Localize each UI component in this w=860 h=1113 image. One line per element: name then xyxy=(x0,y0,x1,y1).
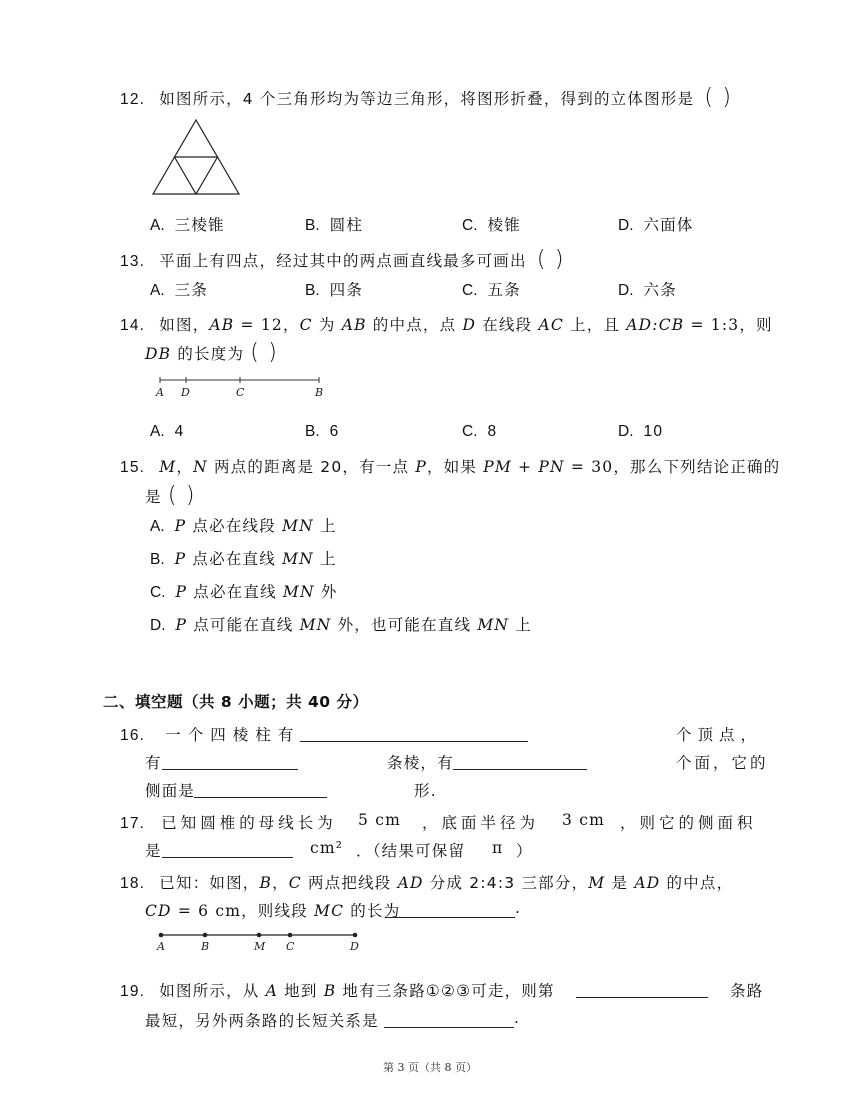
q15-option-c[interactable]: C. P 点必在直线 MN 外 xyxy=(150,583,338,601)
point-a xyxy=(159,933,164,938)
text: 是 xyxy=(605,874,635,892)
text: ，如果 xyxy=(427,458,484,476)
label-c: C xyxy=(236,386,245,399)
text: 为 xyxy=(312,316,342,334)
question-19-line-1 xyxy=(120,979,555,1001)
q16-text-shape: 形. xyxy=(414,782,437,800)
q17-pi: π xyxy=(492,839,504,857)
text: 的长度为 xyxy=(171,345,245,363)
q16-text-faces: 个面，它的 xyxy=(676,754,769,772)
point-b xyxy=(203,933,208,938)
q19-text-road: 条路 xyxy=(730,982,764,1000)
math: AB xyxy=(209,316,235,334)
math: AD xyxy=(634,874,661,892)
label-a: A xyxy=(157,940,165,953)
question-text: 平面上有四点，经过其中的两点画直线最多可画出 xyxy=(159,252,527,270)
math: C xyxy=(299,316,313,334)
text: 如图， xyxy=(159,316,210,334)
math: PM + PN xyxy=(483,458,565,476)
q13-option-c[interactable]: C. 五条 xyxy=(462,281,521,299)
q16-text-vertices: 个顶点， xyxy=(676,726,763,744)
page-footer: 第 3 页（共 8 页） xyxy=(383,1061,477,1074)
text: 地有三条路①②③可走，则第 xyxy=(336,982,555,1000)
q16-text-edges: 条棱，有 xyxy=(387,754,454,772)
math: AD xyxy=(397,874,424,892)
math: C xyxy=(288,874,302,892)
question-15-line-2 xyxy=(145,483,196,508)
text: 如图所示，从 xyxy=(159,982,266,1000)
q17-text-lateral-area: ，则它的侧面积 xyxy=(620,814,757,832)
math: = 12， xyxy=(234,316,300,334)
question-15-line-1 xyxy=(120,455,780,477)
math: DB xyxy=(145,345,172,363)
q12-option-c[interactable]: C. 棱锥 xyxy=(462,216,521,234)
q19-blank-shortest-road[interactable] xyxy=(576,979,708,998)
question-19-line-2 xyxy=(145,1009,379,1031)
text: 在线段 xyxy=(476,316,539,334)
question-16-line-1 xyxy=(120,723,300,745)
text: 一个四棱柱有 xyxy=(165,726,301,744)
q14-option-d[interactable]: D. 10 xyxy=(618,423,664,440)
q17-blank-lateral-area[interactable] xyxy=(162,839,293,858)
q19-end: . xyxy=(514,1009,521,1027)
question-14-line-1 xyxy=(120,313,773,335)
segment-figure-abmcd xyxy=(152,928,367,954)
math: A xyxy=(265,982,279,1000)
math: N xyxy=(193,458,208,476)
q12-option-a[interactable]: A. 三棱锥 xyxy=(150,216,225,234)
question-text: 如图所示，4 个三角形均为等边三角形，将图形折叠，得到的立体图形是 xyxy=(159,90,695,108)
q17-text-is: 是 xyxy=(145,842,162,860)
label-m: M xyxy=(254,940,266,953)
text: 分成 2:4:3 三部分， xyxy=(423,874,589,892)
text: 最短，另外两条路的长短关系是 xyxy=(145,1012,379,1030)
q13-option-a[interactable]: A. 三条 xyxy=(150,281,209,299)
math: AD:CB xyxy=(626,316,685,334)
label-b: B xyxy=(315,386,324,399)
q17-unit: cm² xyxy=(310,839,344,857)
math: = 6 cm，则线段 xyxy=(171,902,315,920)
text: ， xyxy=(272,874,289,892)
answer-paren: ( ) xyxy=(704,85,733,110)
text: 是 xyxy=(145,488,162,506)
question-number: 18. xyxy=(120,875,146,892)
text: = 30，那么下列结论正确的 xyxy=(564,458,781,476)
text: 的中点，点 xyxy=(366,316,463,334)
inner-triangle xyxy=(175,157,218,194)
text: 两点把线段 xyxy=(301,874,398,892)
label-a: A xyxy=(156,386,164,399)
text: 的中点， xyxy=(660,874,734,892)
label-d: D xyxy=(181,386,190,399)
question-12 xyxy=(120,85,732,110)
q17-text-close: ） xyxy=(516,842,533,860)
q17-value-radius: 3 cm xyxy=(562,811,605,829)
q13-option-b[interactable]: B. 四条 xyxy=(305,281,364,299)
q18-blank-mc[interactable] xyxy=(385,899,515,918)
q17-text-note: ．（结果可保留 xyxy=(356,842,466,860)
label-d: D xyxy=(350,940,359,953)
text: 两点的距离是 20，有一点 xyxy=(207,458,416,476)
q16-blank-edges[interactable] xyxy=(162,751,298,770)
label-c: C xyxy=(286,940,295,953)
q14-option-b[interactable]: B. 6 xyxy=(305,423,340,440)
answer-paren: ( ) xyxy=(167,483,196,508)
q14-option-a[interactable]: A. 4 xyxy=(150,423,185,440)
q18-end: . xyxy=(515,899,522,917)
math: P xyxy=(415,458,427,476)
q16-blank-faces[interactable] xyxy=(453,751,587,770)
triangle-net-figure xyxy=(150,118,242,198)
question-14-line-2 xyxy=(145,340,278,365)
section-title-fill-in: 二、填空题（共 8 小题；共 40 分） xyxy=(103,693,369,711)
q12-option-d[interactable]: D. 六面体 xyxy=(618,216,694,234)
question-17-line-1 xyxy=(120,811,337,833)
text: ， xyxy=(176,458,194,476)
point-d xyxy=(353,933,358,938)
q15-option-d[interactable]: D. P 点可能在直线 MN 外，也可能在直线 MN 上 xyxy=(150,616,532,634)
math: CD xyxy=(145,902,172,920)
q16-blank-vertices[interactable] xyxy=(300,723,528,742)
question-number: 19. xyxy=(120,983,146,1000)
math: B xyxy=(259,874,273,892)
q15-option-b[interactable]: B. P 点必在直线 MN 上 xyxy=(150,550,337,568)
question-number: 12. xyxy=(120,91,146,108)
math: D xyxy=(462,316,477,334)
q17-text-radius: ，底面半径为 xyxy=(422,814,540,832)
question-number: 16. xyxy=(120,727,146,744)
text: 已知圆椎的母线长为 xyxy=(161,814,337,832)
answer-paren: ( ) xyxy=(536,247,565,272)
math: = 1:3，则 xyxy=(684,316,773,334)
text: 地到 xyxy=(278,982,324,1000)
q17-value-slant: 5 cm xyxy=(358,811,401,829)
segment-figure-ad xyxy=(152,372,332,400)
text: 已知：如图， xyxy=(159,874,260,892)
text: 上，且 xyxy=(563,316,627,334)
question-number: 13. xyxy=(120,253,146,270)
point-m xyxy=(257,933,262,938)
math: AC xyxy=(538,316,564,334)
point-c xyxy=(288,933,293,938)
question-18-line-1 xyxy=(120,871,733,893)
text: 的长为 xyxy=(344,902,401,920)
q16-text-lateral: 侧面是 xyxy=(145,782,196,800)
math: B xyxy=(323,982,337,1000)
answer-paren: ( ) xyxy=(250,340,279,365)
q16-blank-lateral-shape[interactable] xyxy=(194,779,327,798)
label-b: B xyxy=(201,940,210,953)
q15-option-a[interactable]: A. P 点必在线段 MN 上 xyxy=(150,517,337,535)
question-13 xyxy=(120,247,565,272)
question-number: 14. xyxy=(120,317,146,334)
q19-blank-relation[interactable] xyxy=(384,1009,514,1028)
question-number: 15. xyxy=(120,459,146,476)
q16-text-has: 有 xyxy=(145,754,162,772)
q14-option-c[interactable]: C. 8 xyxy=(462,423,498,440)
q13-option-d[interactable]: D. 六条 xyxy=(618,281,677,299)
math: MC xyxy=(314,902,345,920)
q12-option-b[interactable]: B. 圆柱 xyxy=(305,216,364,234)
question-number: 17. xyxy=(120,815,146,832)
question-18-line-2 xyxy=(145,899,400,921)
math: AB xyxy=(341,316,367,334)
math: M xyxy=(588,874,606,892)
math: M xyxy=(159,458,177,476)
